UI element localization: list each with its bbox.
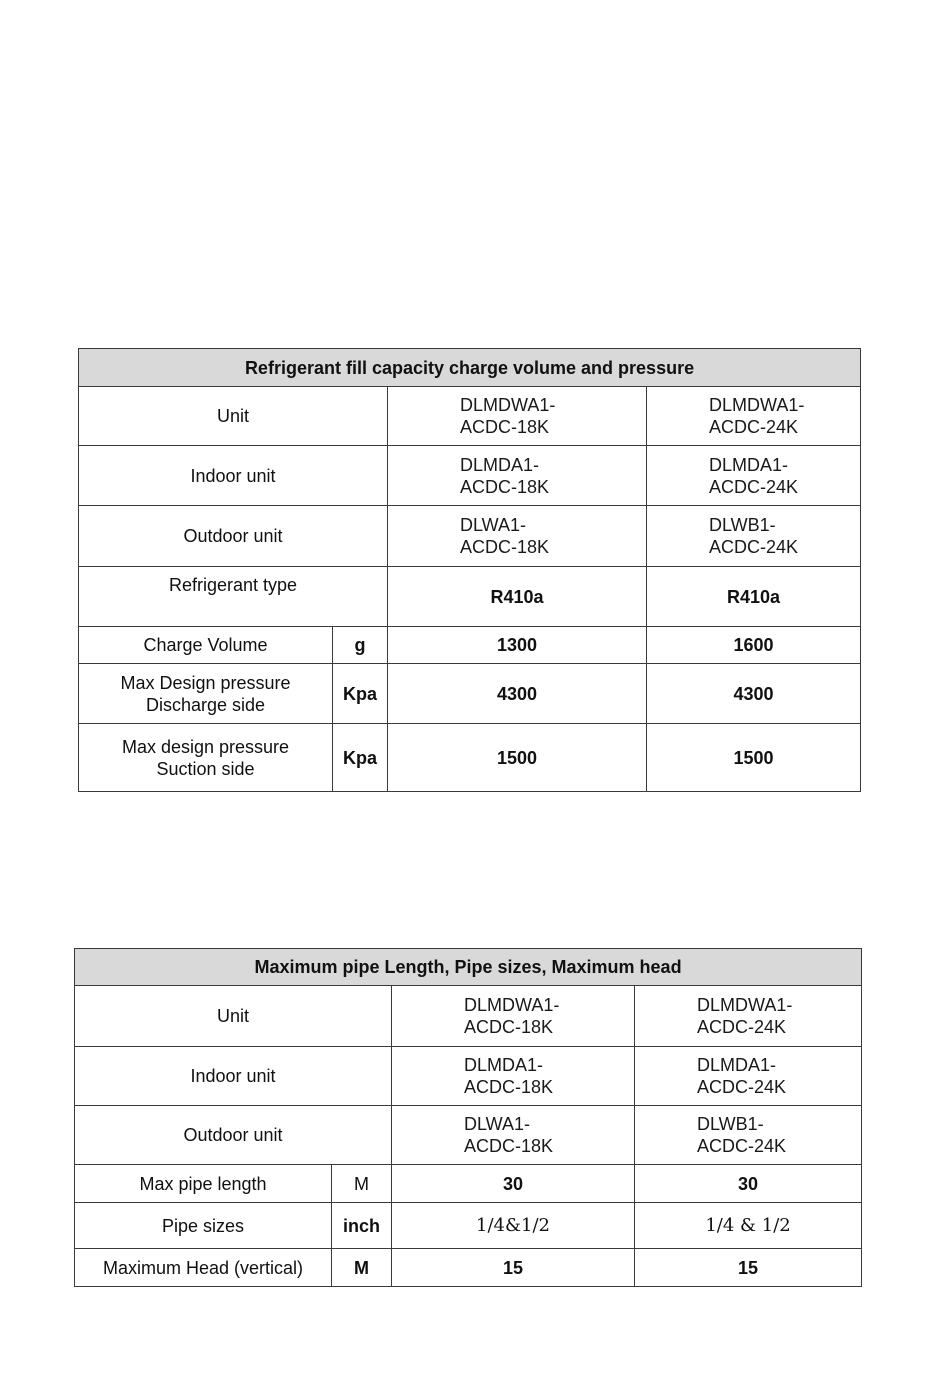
table-row <box>79 506 861 567</box>
table-row <box>79 567 861 627</box>
cell-value: DLMDA1- ACDC-24K <box>635 1047 862 1106</box>
cell-value: 4300 <box>388 664 647 724</box>
row-label: Maximum Head (vertical) <box>75 1249 332 1287</box>
cell-value: DLWA1- ACDC-18K <box>388 506 647 567</box>
table-row <box>75 1047 862 1106</box>
cell-value: 4300 <box>647 664 861 724</box>
refrigerant-table <box>78 348 861 792</box>
cell-value: DLMDWA1- ACDC-24K <box>635 986 862 1047</box>
table-row <box>75 1203 862 1249</box>
table-title: Refrigerant fill capacity charge volume and pressure <box>79 349 861 387</box>
cell-value: DLMDA1- ACDC-18K <box>392 1047 635 1106</box>
row-label: Refrigerant type <box>79 567 388 627</box>
cell-value: 30 <box>392 1165 635 1203</box>
row-label: Unit <box>79 387 388 446</box>
cell-value: DLWB1- ACDC-24K <box>647 506 861 567</box>
row-label: Outdoor unit <box>75 1106 392 1165</box>
cell-value: 30 <box>635 1165 862 1203</box>
cell-value: DLWB1- ACDC-24K <box>635 1106 862 1165</box>
row-unit: inch <box>332 1203 392 1249</box>
cell-value: DLWA1- ACDC-18K <box>392 1106 635 1165</box>
table-row <box>75 1106 862 1165</box>
cell-value: 1500 <box>388 724 647 792</box>
cell-value: R410a <box>647 567 861 627</box>
cell-value: 1600 <box>647 627 861 664</box>
cell-value: R410a <box>388 567 647 627</box>
table-row <box>79 446 861 506</box>
table-row <box>75 1165 862 1203</box>
row-label: Unit <box>75 986 392 1047</box>
cell-value: 1/4&1/2 <box>392 1203 635 1249</box>
row-unit: Kpa <box>333 724 388 792</box>
cell-value: DLMDWA1- ACDC-18K <box>388 387 647 446</box>
table-row <box>79 664 861 724</box>
table-row <box>75 986 862 1047</box>
row-unit: g <box>333 627 388 664</box>
row-unit: Kpa <box>333 664 388 724</box>
cell-value: 15 <box>635 1249 862 1287</box>
row-unit: M <box>332 1165 392 1203</box>
cell-value: DLMDWA1- ACDC-24K <box>647 387 861 446</box>
row-label: Indoor unit <box>75 1047 392 1106</box>
cell-value: DLMDWA1- ACDC-18K <box>392 986 635 1047</box>
cell-value: 15 <box>392 1249 635 1287</box>
pipe-table <box>74 948 862 1287</box>
table-title: Maximum pipe Length, Pipe sizes, Maximum head <box>75 949 862 986</box>
table-row <box>79 627 861 664</box>
table-row <box>79 724 861 792</box>
row-label: Pipe sizes <box>75 1203 332 1249</box>
table-row <box>75 1249 862 1287</box>
table-row <box>79 387 861 446</box>
cell-value: 1300 <box>388 627 647 664</box>
row-label: Outdoor unit <box>79 506 388 567</box>
table-header-row <box>79 349 861 387</box>
row-label: Max pipe length <box>75 1165 332 1203</box>
row-label: Charge Volume <box>79 627 333 664</box>
cell-value: 1500 <box>647 724 861 792</box>
table-header-row <box>75 949 862 986</box>
row-label: Max design pressure Suction side <box>79 724 333 792</box>
cell-value: 1/4 & 1/2 <box>635 1203 862 1249</box>
row-unit: M <box>332 1249 392 1287</box>
cell-value: DLMDA1- ACDC-24K <box>647 446 861 506</box>
row-label: Indoor unit <box>79 446 388 506</box>
cell-value: DLMDA1- ACDC-18K <box>388 446 647 506</box>
row-label: Max Design pressure Discharge side <box>79 664 333 724</box>
